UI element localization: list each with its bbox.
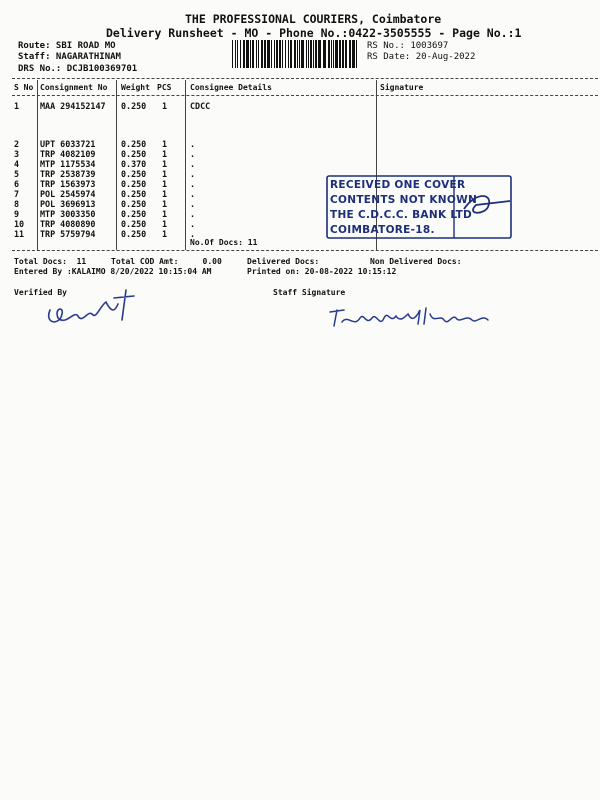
barcode-bar xyxy=(328,40,330,68)
staff-signature-scribble xyxy=(326,300,496,334)
runsheet-subtitle: Delivery Runsheet - MO - Phone No.:0422-3505555 - Page No.:1 xyxy=(106,26,522,40)
drs-number: DRS No.: DCJB100369701 xyxy=(18,64,138,74)
barcode-bar xyxy=(345,40,347,68)
barcode-bar xyxy=(279,40,281,68)
cell-consignee: . xyxy=(190,139,196,149)
cell-pcs: 1 xyxy=(162,149,168,159)
cell-sno: 11 xyxy=(14,229,25,239)
barcode-bar xyxy=(323,40,326,68)
rs-date: RS Date: 20-Aug-2022 xyxy=(367,52,476,62)
cell-consignment-no: MAA 294152147 xyxy=(40,101,106,111)
col-divider xyxy=(185,80,186,250)
cell-consignee: . xyxy=(190,209,196,219)
barcode-bar xyxy=(331,40,332,68)
barcode-bar xyxy=(250,40,251,68)
cell-pcs: 1 xyxy=(162,209,168,219)
col-header-sno: S No xyxy=(14,83,34,92)
cell-weight: 0.250 xyxy=(121,229,147,239)
cell-weight: 0.250 xyxy=(121,101,147,111)
cell-weight: 0.250 xyxy=(121,149,147,159)
col-divider xyxy=(116,80,117,250)
received-stamp xyxy=(326,175,512,239)
cell-pcs: 1 xyxy=(162,199,168,209)
barcode-bar xyxy=(290,40,292,68)
barcode-bar xyxy=(308,40,309,68)
cell-pcs: 1 xyxy=(162,101,168,111)
stamp-line: CONTENTS NOT KNOWN xyxy=(330,194,478,206)
cell-consignment-no: MTP 1175534 xyxy=(40,159,96,169)
barcode-bar xyxy=(246,40,249,68)
barcode-bar xyxy=(276,40,278,68)
total-docs: Total Docs: 11 xyxy=(14,257,87,266)
barcode-bar xyxy=(294,40,296,68)
cell-consignment-no: POL 3696913 xyxy=(40,199,96,209)
barcode-image xyxy=(232,40,360,68)
no-of-docs: No.Of Docs: 11 xyxy=(190,238,258,247)
barcode-bar xyxy=(299,40,300,68)
delivered-docs: Delivered Docs: xyxy=(247,257,320,266)
cell-pcs: 1 xyxy=(162,189,168,199)
cell-sno: 1 xyxy=(14,101,20,111)
barcode-bar xyxy=(339,40,341,68)
cell-sno: 2 xyxy=(14,139,20,149)
barcode-bar xyxy=(267,40,270,68)
barcode-bar xyxy=(301,40,304,68)
table-bottom-rule xyxy=(12,250,598,251)
cell-consignee: . xyxy=(190,159,196,169)
total-cod-amount: Total COD Amt: 0.00 xyxy=(111,257,222,266)
cell-consignee: . xyxy=(190,199,196,209)
rs-number: RS No.: 1003697 xyxy=(367,41,449,51)
barcode-bar xyxy=(313,40,314,68)
cell-weight: 0.250 xyxy=(121,179,147,189)
cell-pcs: 1 xyxy=(162,219,168,229)
barcode-bar xyxy=(271,40,272,68)
printed-on: Printed on: 20-08-2022 10:15:12 xyxy=(247,267,397,276)
cell-sno: 9 xyxy=(14,209,20,219)
cell-weight: 0.250 xyxy=(121,209,147,219)
table-top-rule xyxy=(12,78,598,79)
barcode-bar xyxy=(282,40,283,68)
cell-consignee: . xyxy=(190,229,196,239)
barcode-bar xyxy=(264,40,266,68)
cell-consignee: . xyxy=(190,219,196,229)
col-header-signature: Signature xyxy=(380,83,424,92)
barcode-bar xyxy=(232,40,233,68)
col-divider xyxy=(37,80,38,250)
cell-pcs: 1 xyxy=(162,169,168,179)
cell-weight: 0.250 xyxy=(121,189,147,199)
cell-sno: 5 xyxy=(14,169,20,179)
barcode-bar xyxy=(333,40,334,68)
entered-by: Entered By :KALAIMO 8/20/2022 10:15:04 AM xyxy=(14,267,212,276)
col-header-consignment: Consignment No xyxy=(40,83,108,92)
barcode-bar xyxy=(285,40,286,68)
cell-consignment-no: TRP 5759794 xyxy=(40,229,96,239)
stamp-line: RECEIVED ONE COVER xyxy=(330,179,466,191)
barcode-bar xyxy=(243,40,245,68)
staff-label: Staff: NAGARATHINAM xyxy=(18,52,121,62)
col-header-weight: Weight xyxy=(121,83,150,92)
route-label: Route: SBI ROAD MO xyxy=(18,41,116,51)
barcode-bar xyxy=(310,40,312,68)
barcode-bar xyxy=(258,40,259,68)
barcode-bar xyxy=(274,40,275,68)
cell-weight: 0.250 xyxy=(121,219,147,229)
barcode-bar xyxy=(349,40,351,68)
cell-consignment-no: POL 2545974 xyxy=(40,189,96,199)
cell-consignment-no: TRP 4082109 xyxy=(40,149,96,159)
cell-pcs: 1 xyxy=(162,139,168,149)
company-title: THE PROFESSIONAL COURIERS, Coimbatore xyxy=(185,12,442,26)
cell-consignment-no: TRP 4080890 xyxy=(40,219,96,229)
cell-consignment-no: MTP 3003350 xyxy=(40,209,96,219)
cell-consignee: . xyxy=(190,149,196,159)
cell-pcs: 1 xyxy=(162,159,168,169)
barcode-bar xyxy=(297,40,298,68)
col-header-pcs: PCS xyxy=(157,83,172,92)
cell-sno: 8 xyxy=(14,199,20,209)
cell-weight: 0.250 xyxy=(121,139,147,149)
stamp-line: THE C.D.C.C. BANK LTD xyxy=(330,209,473,221)
cell-consignee: . xyxy=(190,169,196,179)
verified-by-label: Verified By xyxy=(14,288,67,297)
barcode-bar xyxy=(252,40,254,68)
cell-consignee: . xyxy=(190,189,196,199)
cell-sno: 10 xyxy=(14,219,25,229)
stamp-line: COIMBATORE-18. xyxy=(330,224,435,236)
cell-consignment-no: UPT 6033721 xyxy=(40,139,96,149)
cell-sno: 3 xyxy=(14,149,20,159)
cell-weight: 0.250 xyxy=(121,199,147,209)
barcode-bar xyxy=(256,40,257,68)
barcode-bar xyxy=(306,40,307,68)
barcode-bar xyxy=(342,40,344,68)
cell-consignee: . xyxy=(190,179,196,189)
col-header-consignee: Consignee Details xyxy=(190,83,272,92)
cell-pcs: 1 xyxy=(162,179,168,189)
cell-sno: 6 xyxy=(14,179,20,189)
staff-signature-label: Staff Signature xyxy=(273,288,346,297)
cell-consignment-no: TRP 2538739 xyxy=(40,169,96,179)
cell-weight: 0.250 xyxy=(121,169,147,179)
barcode-bar xyxy=(352,40,355,68)
barcode-bar xyxy=(235,40,236,68)
non-delivered-docs: Non Delivered Docs: xyxy=(370,257,462,266)
barcode-bar xyxy=(318,40,321,68)
cell-consignment-no: TRP 1563973 xyxy=(40,179,96,189)
barcode-bar xyxy=(356,40,357,68)
table-header-rule xyxy=(12,95,598,96)
barcode-bar xyxy=(261,40,263,68)
barcode-bar xyxy=(315,40,317,68)
cell-sno: 4 xyxy=(14,159,20,169)
barcode-bar xyxy=(240,40,241,68)
barcode-bar xyxy=(288,40,289,68)
barcode-bar xyxy=(237,40,238,68)
cell-weight: 0.370 xyxy=(121,159,147,169)
cell-pcs: 1 xyxy=(162,229,168,239)
verifier-signature xyxy=(30,280,140,330)
cell-consignee: CDCC xyxy=(190,101,211,111)
barcode-bar xyxy=(335,40,338,68)
cell-sno: 7 xyxy=(14,189,20,199)
